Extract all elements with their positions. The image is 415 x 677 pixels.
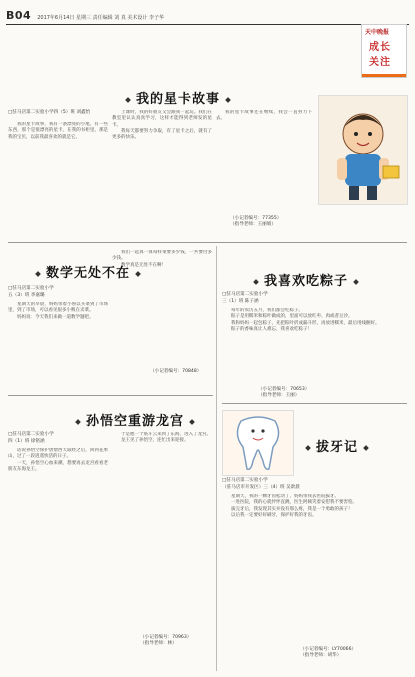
cartoon-illustration [318,95,408,205]
article-byline [8,432,108,445]
byline-line: □驻马店第二实验小学四（5）班 刘鑫怡 [8,110,91,115]
byline-line: （驻马店市开发区）三（4）班 吴歆晨 [222,484,300,490]
article-title: 孙悟空重游龙宫 [70,410,200,429]
byline-line: □驻马店第二实验小学 [8,432,54,437]
article-paragraph: 每年的农历五月，我们都会吃粽子。 [231,308,303,313]
article-paragraph: 我的星卡故事还在继续，我会一直努力下去。 [216,110,312,122]
article-editor: （小记者编号：77355） （指导老师：王丽娟） [230,216,282,227]
article-editor: （小记者编号：70848） [150,369,202,374]
article-paragraph: 以后我一定要好好刷牙，保护好我的牙齿。 [231,512,317,518]
section-divider [222,403,407,404]
article-byline [222,478,407,491]
article-body [8,302,108,394]
article-paragraph: 我和妈妈一起包粽子，先把粽叶折成漏斗形，再放进糯米，最后用线捆好。 [231,320,380,326]
logo-line1: 成长 [369,42,391,53]
article-editor: （小记者编号：70963） （指导老师：林） [140,635,192,646]
article-paragraph: 我的星卡故事，我有一条漂亮的小尾，有一些东西，那个是很漂亮的星卡，在我的书柜里。那是我的宝贝，以前我最喜欢的就是它。 [8,122,108,140]
article-editor: （小记者编号：70653） （指导老师：王丽） [258,387,310,398]
article-paragraph: 一天，孙悟空心血来潮，想要再去龙宫看看老朋友东海龙王。 [8,460,108,472]
article-title: 我喜欢吃粽子 [248,270,364,289]
article-paragraph: 粽子是用糯米和粽叶做成的，里面可以放红枣、肉或者豆沙。 [231,314,353,320]
article-paragraph: 粽子的香味真让人难忘，我喜欢吃粽子！ [231,326,312,332]
article-byline [8,110,108,117]
article-body [222,494,407,634]
article-body [222,308,407,382]
article-paragraph: 拔完牙后，我发现其实并没有那么疼，我是一个勇敢的孩子！ [231,506,353,512]
article-paragraph: 妈妈说：今天我们来做一道数学题吧。 [17,314,94,320]
article-title: 我的星卡故事 [120,88,236,107]
article-paragraph: 数学真是无处不在啊！ [121,262,166,268]
article-paragraph: 上课时，我的好朋友又会跟我一起玩。我们在教室里认认真真学习，这样才能得到老师发的星卡。 [112,110,212,128]
byline-line: 三（1）班 陈子涵 [222,298,259,304]
article-title: 拔牙记 [300,436,374,455]
tooth-icon [223,411,293,475]
article-byline [8,286,108,299]
article-byline [222,292,362,305]
article-paragraph: 我们一起算一算每样菜要多少钱，一共要付多少钱。 [112,250,212,262]
article-paragraph: 话说孙悟空保护唐僧西天取经之后，回到花果山，过了一段逍遥快活的日子。 [8,448,108,460]
byline-line: □驻马店第二实验小学 [8,286,54,291]
page-number: B04 [6,9,32,22]
byline-line: 五（3）班 李嘉璐 [8,292,45,298]
article-body [112,110,212,234]
section-divider [8,242,407,243]
article-paragraph: 一进医院，我的心就怦怦直跳，医生阿姨笑着安慰我不要害怕。 [231,500,357,506]
byline-line: 四（1）班 徐铭涵 [8,438,45,444]
article-paragraph: 星期天的早晨，妈妈带着小鲁以买菜到了市场里，到了市场，可以看见很多小贩在卖菜。 [8,302,108,314]
logo-brand: 天中晚报 [365,29,390,36]
article-editor: （小记者编号：LY70066） （指导老师：胡华） [300,647,357,658]
page-meta: 2017年6月14日 星期三 责任编辑 刘 真 美术设计 李子华 [37,15,165,21]
column-divider [216,246,217,671]
article-body [8,122,108,234]
cartoon-boy-icon [319,96,407,204]
article-paragraph: 我每天都要努力争取，有了星卡之后，就有了更多的快乐。 [112,128,212,141]
article-title: 数学无处不在 [30,262,146,281]
logo-line2: 关注 [369,57,391,68]
article-paragraph: 于是他一个筋斗云来到了东海，进入了龙宫。 [121,432,211,437]
article-body [112,432,212,628]
byline-line: □驻马店第二实验小学 [222,292,268,297]
section-divider [8,395,213,396]
tooth-illustration [222,410,294,476]
article-body [8,448,108,670]
article-paragraph: 星期天，我的一颗牙齿松动了，妈妈带我去医院拔牙。 [231,494,339,499]
column-logo [361,24,407,78]
logo-bar [362,74,406,77]
article-body [216,110,312,226]
article-body [112,250,212,362]
page-header [6,6,409,25]
byline-line: □驻马店第二实验小学 [222,478,268,483]
article-paragraph: 龙王见了孙悟空，连忙出来迎接。 [121,438,189,444]
